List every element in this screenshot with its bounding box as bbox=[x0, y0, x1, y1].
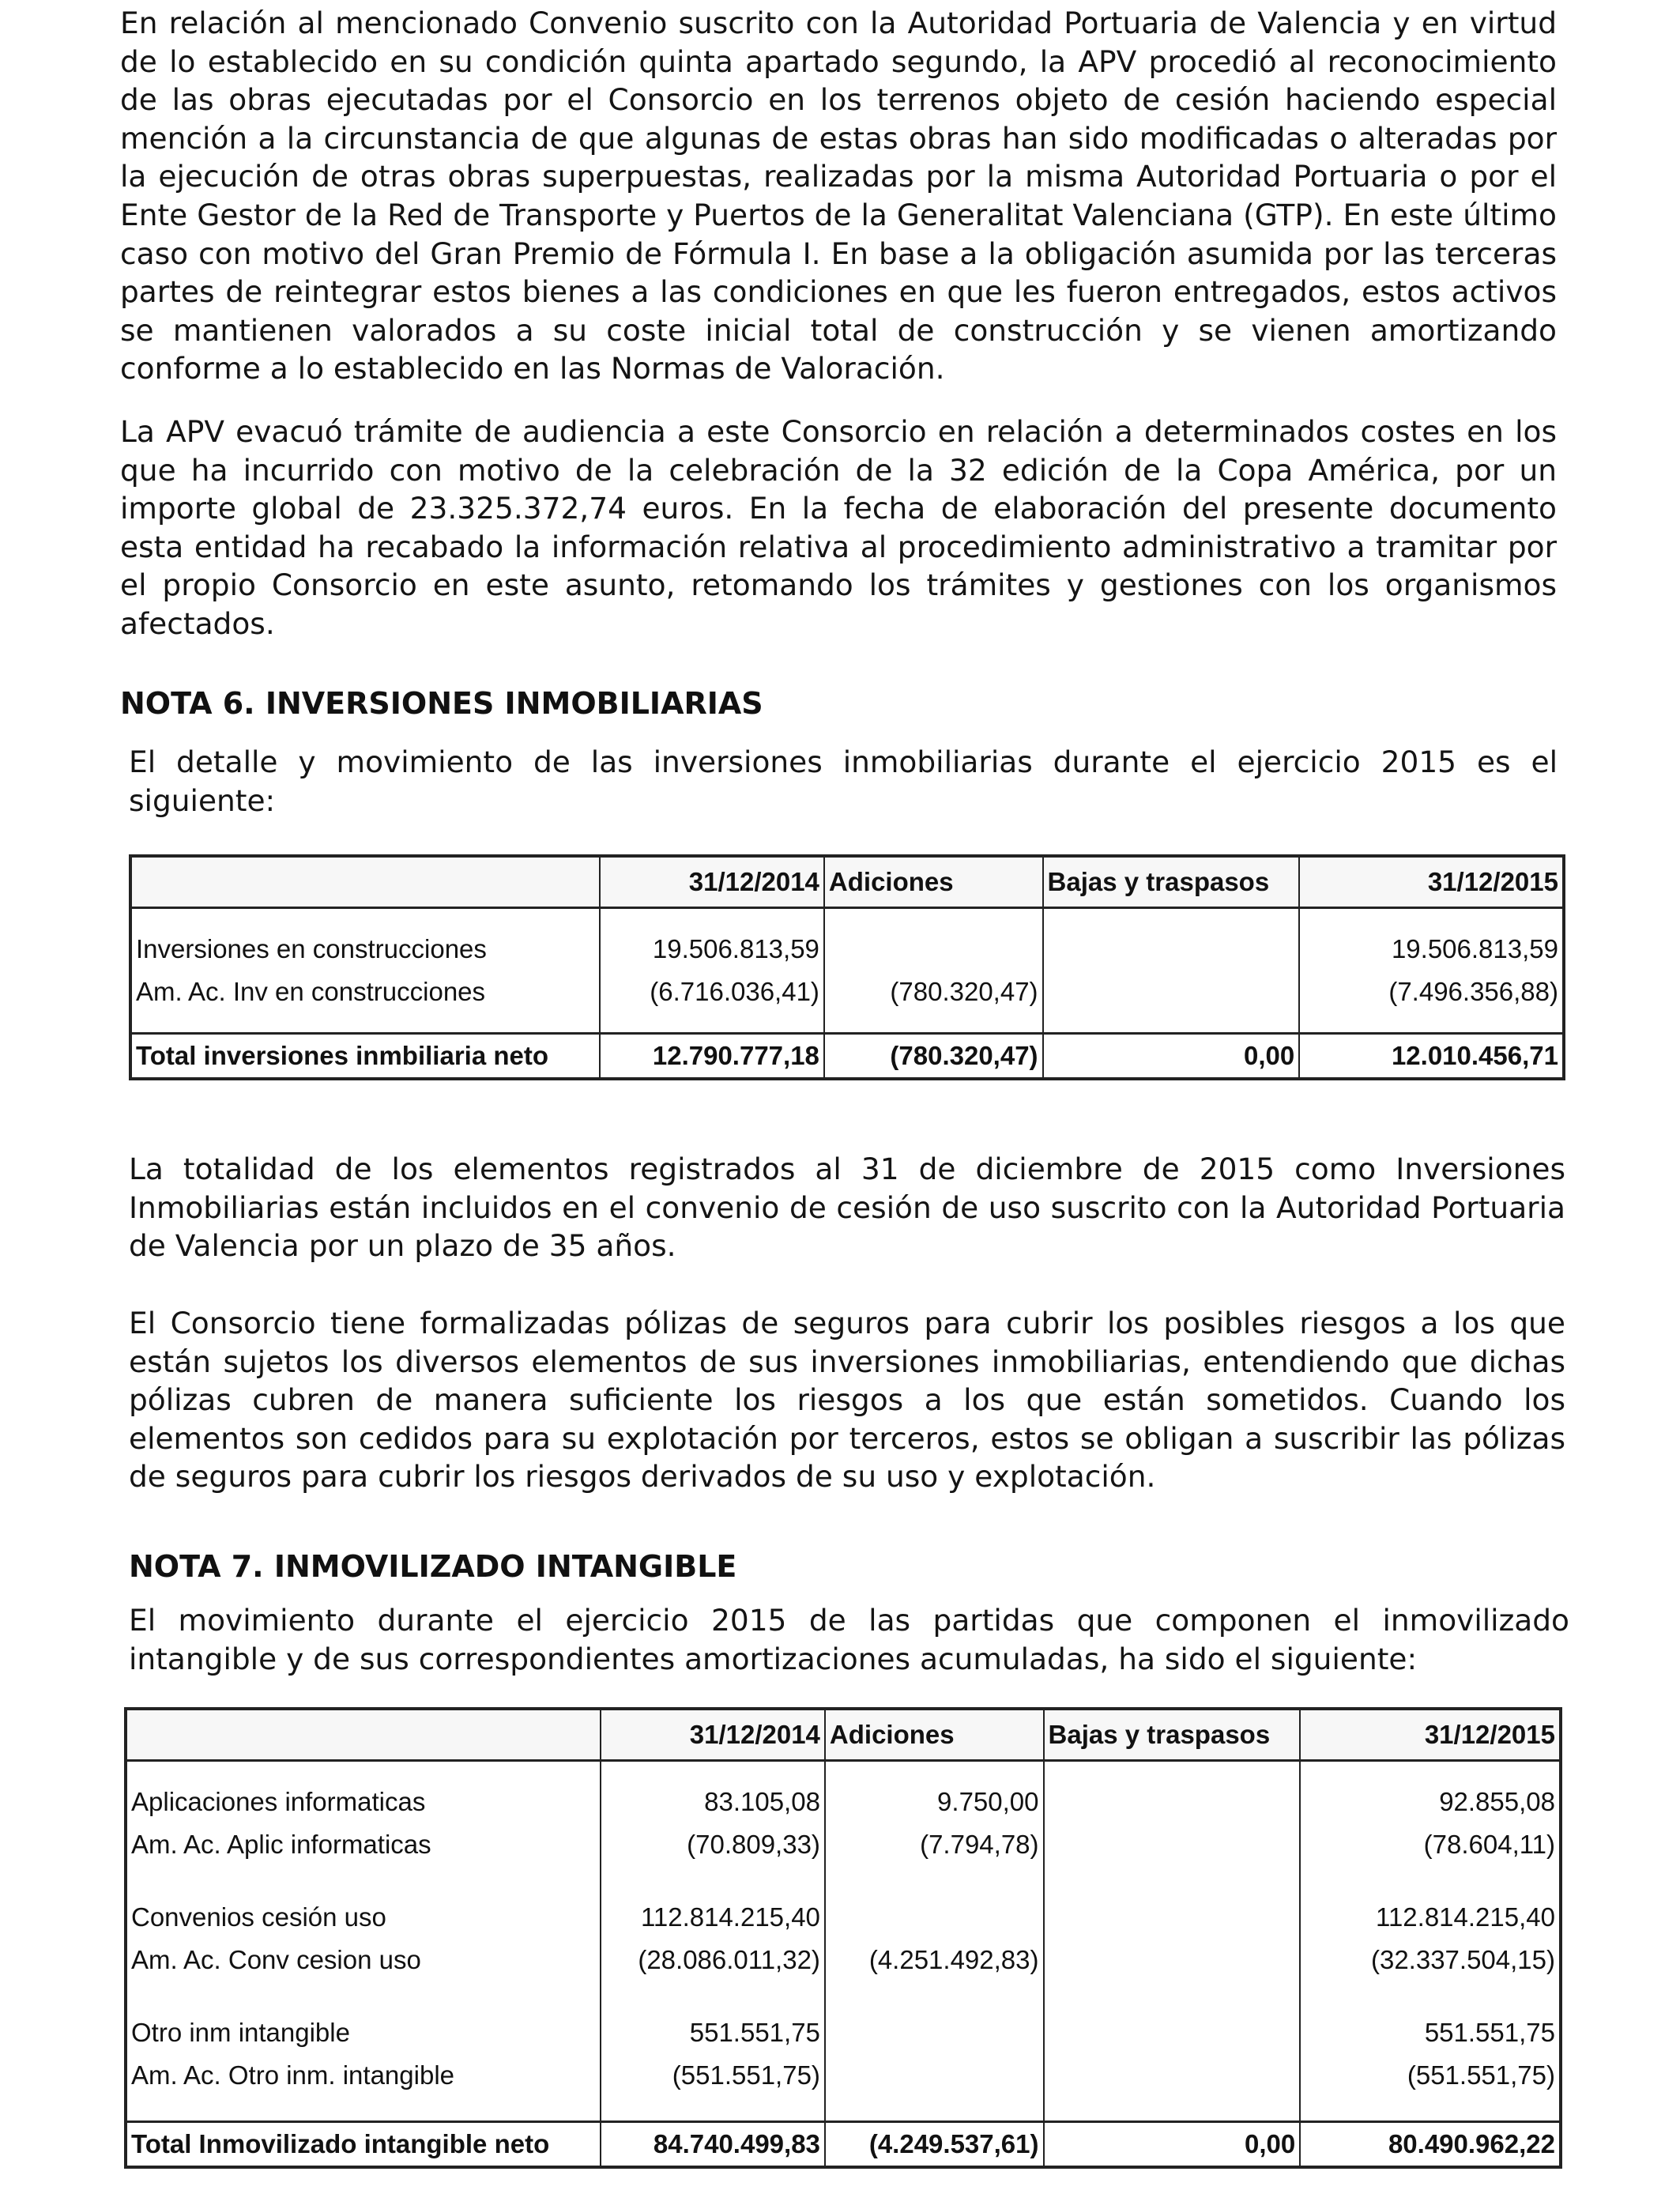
value-2015: (7.496.356,88) bbox=[1299, 971, 1564, 1013]
nota6-header-2015: 31/12/2015 bbox=[1299, 856, 1564, 908]
nota6-heading: NOTA 6. INVERSIONES INMOBILIARIAS bbox=[120, 686, 763, 721]
row-label: Convenios cesión uso bbox=[131, 1902, 386, 1932]
total-adiciones: (780.320,47) bbox=[824, 1034, 1043, 1080]
nota7-intro: El movimiento durante el ejercicio 2015 de las partidas que componen el inmovilizado intangible y de sus correspondientes amortizaciones acumuladas, ha sido el siguiente: bbox=[129, 1603, 1569, 1676]
value-adiciones bbox=[825, 2054, 1044, 2097]
value-2015: 19.506.813,59 bbox=[1299, 928, 1564, 971]
value-adiciones: (7.794,78) bbox=[825, 1823, 1044, 1866]
value-bajas bbox=[1044, 2054, 1301, 2097]
table-row bbox=[126, 1939, 1561, 1981]
nota7-header-bajas: Bajas y traspasos bbox=[1044, 1709, 1301, 1761]
value-2015: (32.337.504,15) bbox=[1300, 1939, 1561, 1981]
nota7-table bbox=[124, 1707, 1562, 2169]
value-bajas bbox=[1044, 1781, 1301, 1823]
nota6-paragraph-seguros: El Consorcio tiene formalizadas pólizas de seguros para cubrir los posibles riesgos a los que están sujetos los diversos elementos de sus inversiones inmobiliarias, entendiendo que dichas pólizas cubren de manera suficiente los riesgos a los que están sometidos. Cuando los elementos son cedidos para su explotación por terceros, estos se obligan a suscribir las pólizas de seguros para cubrir los riesgos derivados de su uso y explotación. bbox=[129, 1306, 1565, 1495]
value-2015: 551.551,75 bbox=[1300, 2011, 1561, 2054]
row-label: Am. Ac. Aplic informaticas bbox=[131, 1830, 431, 1859]
value-2014: (70.809,33) bbox=[601, 1823, 825, 1866]
value-adiciones bbox=[825, 1896, 1044, 1939]
nota7-header-2014: 31/12/2014 bbox=[601, 1709, 825, 1761]
table-row bbox=[126, 2054, 1561, 2097]
paragraph-convenio-apv: En relación al mencionado Convenio suscrito con la Autoridad Portuaria de Valencia y en virtud de lo establecido en su condición quinta apartado segundo, la APV procedió al reconocimiento de las obras ejecutadas por el Consorcio en los terrenos objeto de cesión haciendo especial mención a la circunstancia de que algunas de estas obras han sido modificadas o alteradas por la ejecución de otras obras superpuestas, realizadas por la misma Autoridad Portuaria o por el Ente Gestor de la Red de Transporte y Puertos de la Generalitat Valenciana (GTP). En este último caso con motivo del Gran Premio de Fórmula I. En base a la obligación asumida por las terceras partes de reintegrar estos bienes a las condiciones en que les fueron entregados, estos activos se mantienen valorados a su coste inicial total de construcción y se vienen amortizando conforme a lo establecido en las Normas de Valoración. bbox=[120, 6, 1557, 386]
row-label: Am. Ac. Conv cesion uso bbox=[131, 1945, 421, 1974]
value-2015: 92.855,08 bbox=[1300, 1781, 1561, 1823]
nota6-paragraph-convenio: La totalidad de los elementos registrados al 31 de diciembre de 2015 como Inversiones Inmobiliarias están incluidos en el convenio de cesión de uso suscrito con la Autoridad Portuaria de Valencia por un plazo de 35 años. bbox=[129, 1152, 1565, 1264]
table-row bbox=[130, 971, 1564, 1013]
total-label: Total inversiones inmbiliaria neto bbox=[130, 1034, 600, 1080]
value-2015: (78.604,11) bbox=[1300, 1823, 1561, 1866]
table-row bbox=[126, 1823, 1561, 1866]
nota7-header-adiciones: Adiciones bbox=[825, 1709, 1044, 1761]
row-label: Am. Ac. Inv en construcciones bbox=[136, 977, 486, 1006]
value-bajas bbox=[1044, 1823, 1301, 1866]
table-row bbox=[130, 928, 1564, 971]
value-2014: 83.105,08 bbox=[601, 1781, 825, 1823]
nota6-header-blank bbox=[130, 856, 600, 908]
value-2014: 112.814.215,40 bbox=[601, 1896, 825, 1939]
value-2015: (551.551,75) bbox=[1300, 2054, 1561, 2097]
row-label: Inversiones en construcciones bbox=[136, 934, 487, 963]
value-2015: 112.814.215,40 bbox=[1300, 1896, 1561, 1939]
value-adiciones: 9.750,00 bbox=[825, 1781, 1044, 1823]
table-row bbox=[126, 2011, 1561, 2054]
value-bajas bbox=[1044, 1896, 1301, 1939]
nota6-header-bajas: Bajas y traspasos bbox=[1043, 856, 1300, 908]
total-label: Total Inmovilizado intangible neto bbox=[126, 2122, 601, 2168]
nota6-total-row bbox=[130, 1034, 1564, 1080]
value-adiciones: (4.251.492,83) bbox=[825, 1939, 1044, 1981]
value-2014: (28.086.011,32) bbox=[601, 1939, 825, 1981]
value-2014: (551.551,75) bbox=[601, 2054, 825, 2097]
value-adiciones bbox=[825, 2011, 1044, 2054]
nota7-heading: NOTA 7. INMOVILIZADO INTANGIBLE bbox=[129, 1549, 737, 1584]
value-adiciones bbox=[824, 928, 1043, 971]
nota7-header-row bbox=[126, 1709, 1561, 1761]
value-bajas bbox=[1044, 2011, 1301, 2054]
value-bajas bbox=[1043, 971, 1300, 1013]
total-bajas: 0,00 bbox=[1043, 1034, 1300, 1080]
row-label: Aplicaciones informaticas bbox=[131, 1787, 426, 1816]
nota6-table bbox=[129, 854, 1565, 1080]
row-label: Otro inm intangible bbox=[131, 2018, 350, 2047]
value-2014: 19.506.813,59 bbox=[600, 928, 824, 971]
row-label: Am. Ac. Otro inm. intangible bbox=[131, 2060, 455, 2090]
value-adiciones: (780.320,47) bbox=[824, 971, 1043, 1013]
nota7-header-blank bbox=[126, 1709, 601, 1761]
paragraph-copa-america: La APV evacuó trámite de audiencia a este Consorcio en relación a determinados costes en los que ha incurrido con motivo de la celebración de la 32 edición de la Copa América, por un importe global de 23.325.372,74 euros. En la fecha de elaboración del presente documento esta entidad ha recabado la información relativa al procedimiento administrativo a tramitar por el propio Consorcio en este asunto, retomando los trámites y gestiones con los organismos afectados. bbox=[120, 414, 1557, 641]
nota6-header-row bbox=[130, 856, 1564, 908]
nota7-header-2015: 31/12/2015 bbox=[1300, 1709, 1561, 1761]
nota6-header-adiciones: Adiciones bbox=[824, 856, 1043, 908]
total-2014: 84.740.499,83 bbox=[601, 2122, 825, 2168]
nota6-header-2014: 31/12/2014 bbox=[600, 856, 824, 908]
value-bajas bbox=[1044, 1939, 1301, 1981]
total-2015: 80.490.962,22 bbox=[1300, 2122, 1561, 2168]
total-2014: 12.790.777,18 bbox=[600, 1034, 824, 1080]
nota6-intro: El detalle y movimiento de las inversiones inmobiliarias durante el ejercicio 2015 es el siguiente: bbox=[129, 745, 1558, 818]
table-row bbox=[126, 1896, 1561, 1939]
value-bajas bbox=[1043, 928, 1300, 971]
nota7-total-row bbox=[126, 2122, 1561, 2168]
total-2015: 12.010.456,71 bbox=[1299, 1034, 1564, 1080]
total-adiciones: (4.249.537,61) bbox=[825, 2122, 1044, 2168]
table-row bbox=[126, 1781, 1561, 1823]
value-2014: 551.551,75 bbox=[601, 2011, 825, 2054]
total-bajas: 0,00 bbox=[1044, 2122, 1301, 2168]
value-2014: (6.716.036,41) bbox=[600, 971, 824, 1013]
